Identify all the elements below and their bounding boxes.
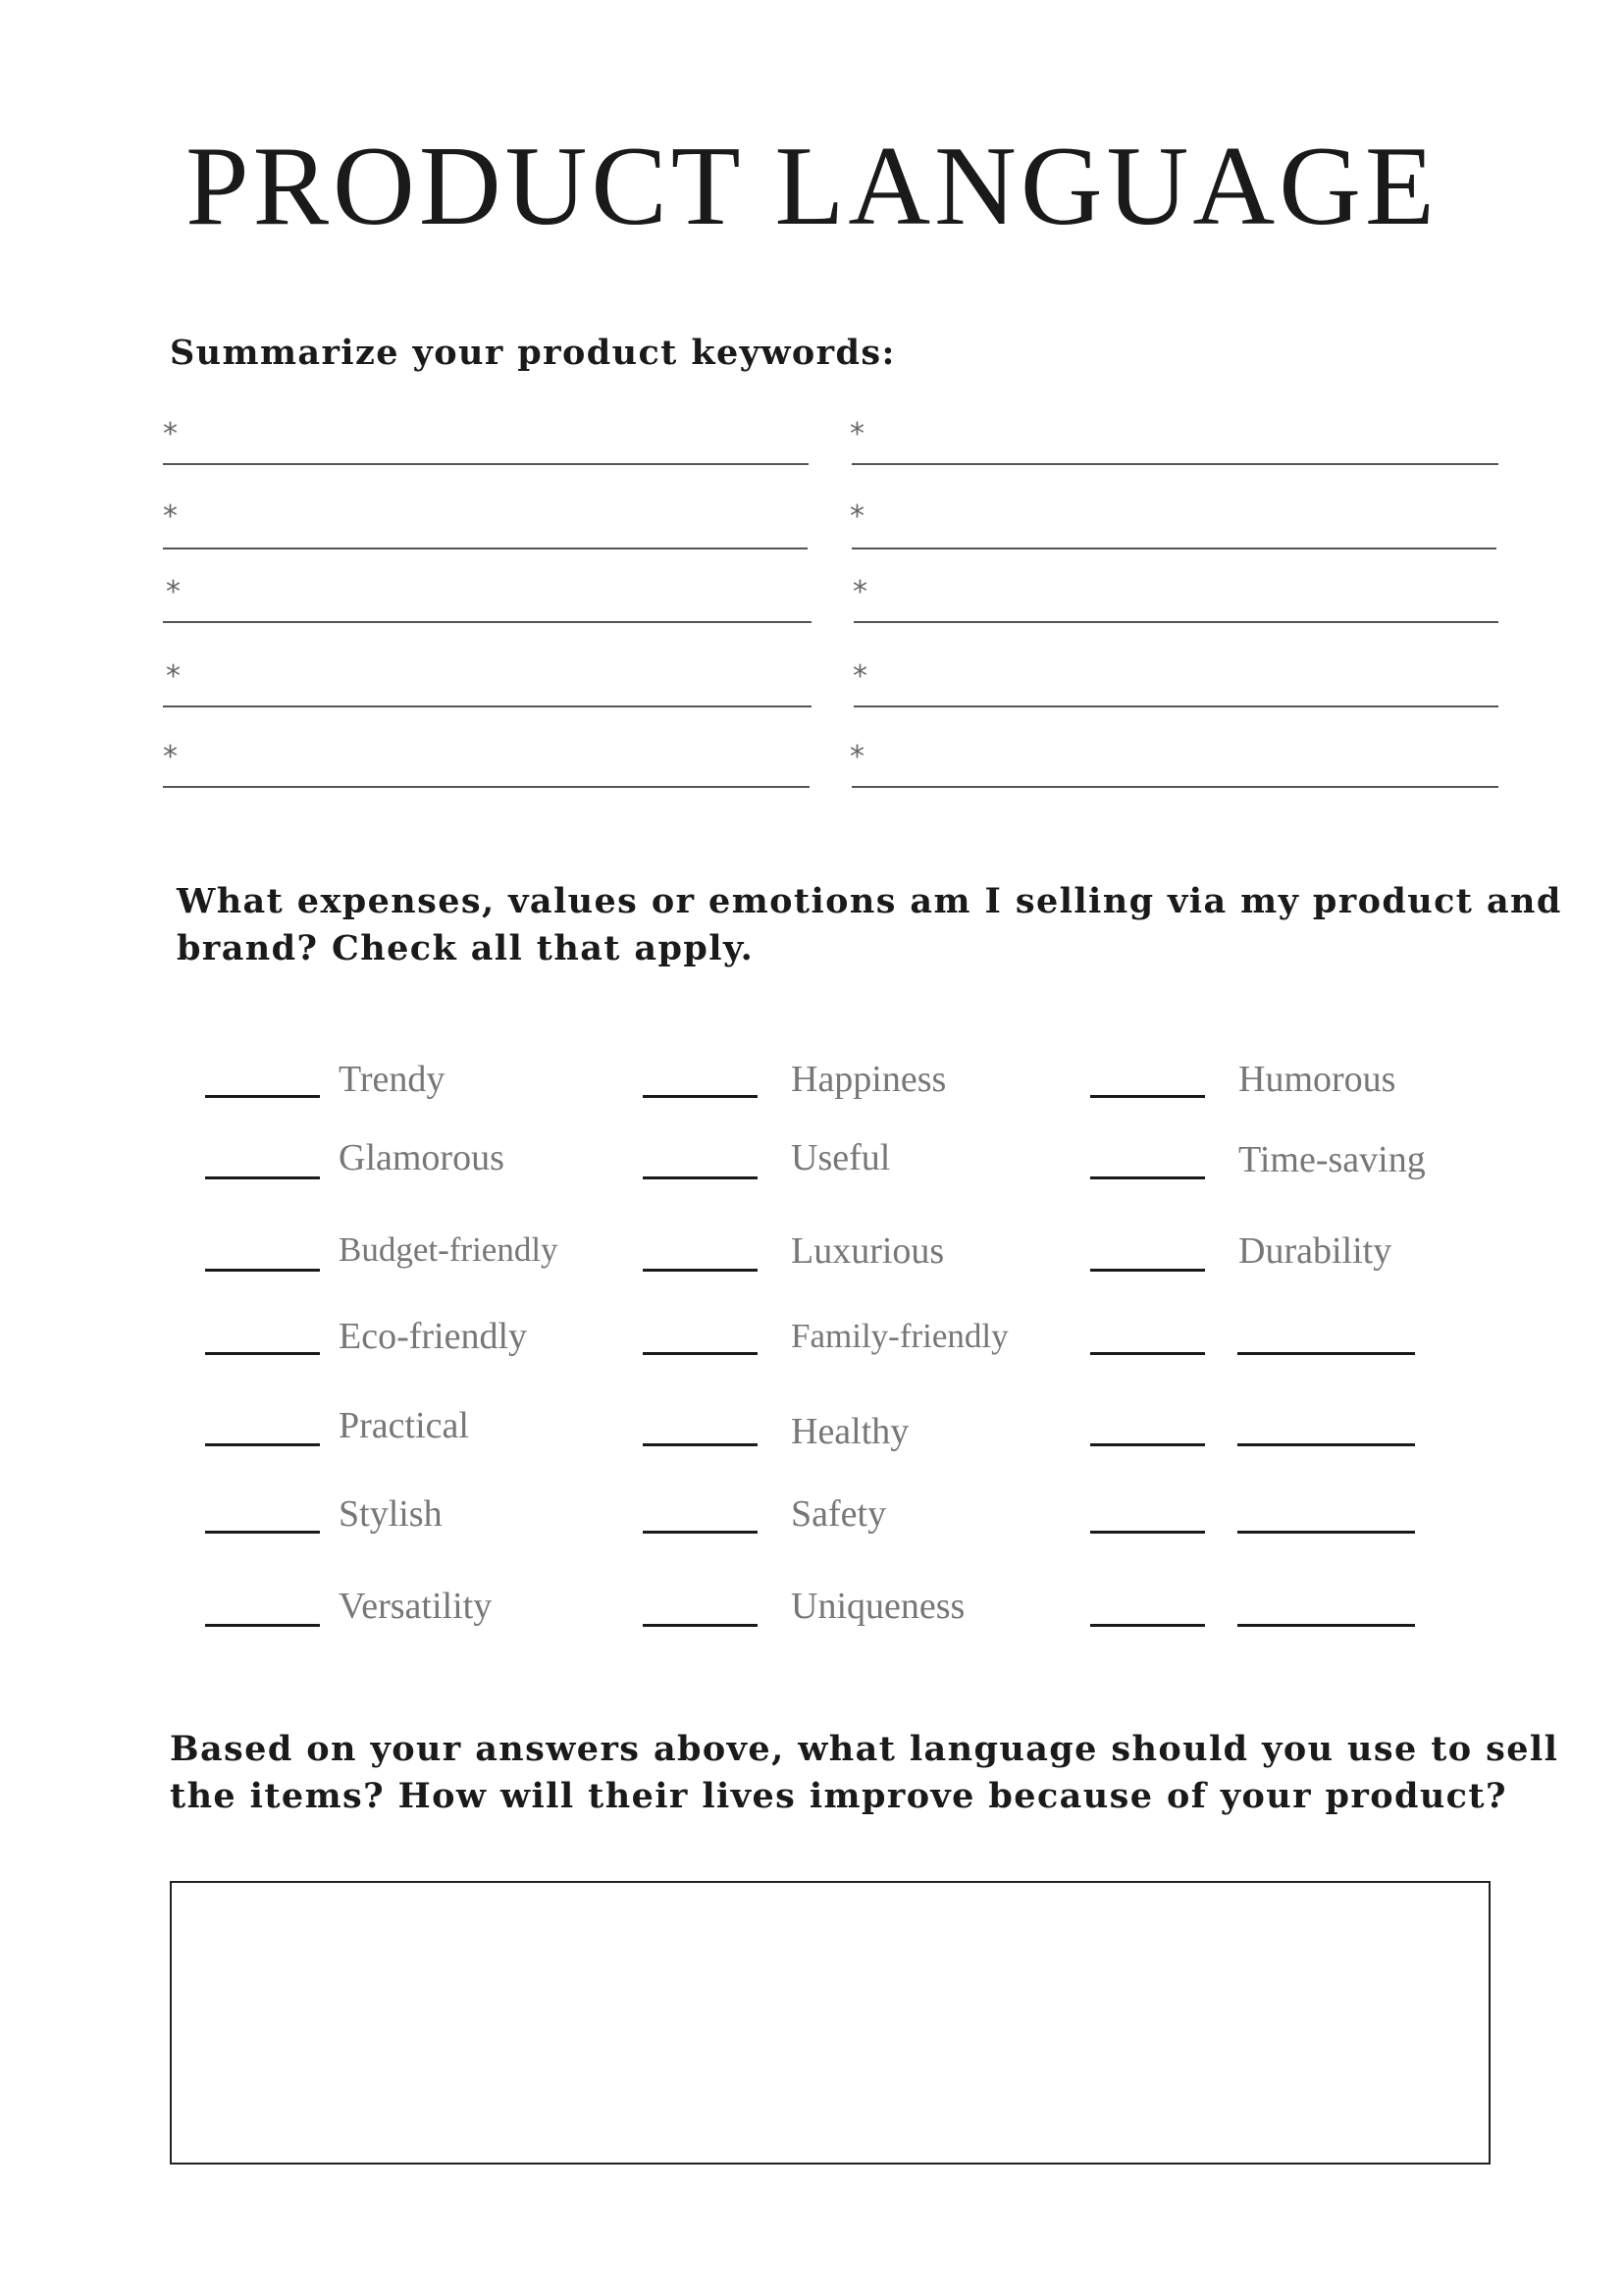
option-label-trendy: Trendy [339, 1059, 445, 1100]
page-title: PRODUCT LANGUAGE [185, 124, 1439, 249]
option-checkbox-line[interactable] [205, 1531, 320, 1534]
keyword-line[interactable] [163, 786, 810, 788]
custom-option-field[interactable] [1237, 1352, 1415, 1355]
option-checkbox-line[interactable] [643, 1624, 758, 1627]
keyword-line[interactable] [163, 705, 812, 707]
option-label-uniqueness: Uniqueness [791, 1586, 966, 1627]
option-label-eco-friendly: Eco-friendly [339, 1316, 528, 1357]
option-checkbox-line[interactable] [205, 1095, 320, 1098]
option-label-humorous: Humorous [1238, 1059, 1396, 1100]
keyword-line[interactable] [163, 463, 809, 465]
keyword-bullet: * [163, 417, 178, 451]
keyword-bullet: * [850, 417, 864, 451]
keywords-heading: Summarize your product keywords: [170, 333, 896, 373]
option-checkbox-line[interactable] [205, 1176, 320, 1179]
language-heading-line2: the items? How will their lives improve because of your product? [170, 1776, 1507, 1816]
custom-option-field[interactable] [1237, 1624, 1415, 1627]
values-heading-line1: What expenses, values or emotions am I selling via my product and [177, 881, 1562, 921]
keyword-bullet: * [850, 499, 864, 534]
option-checkbox-line[interactable] [205, 1352, 320, 1355]
option-checkbox-line[interactable] [643, 1531, 758, 1534]
option-label-happiness: Happiness [791, 1059, 947, 1100]
option-checkbox-line[interactable] [643, 1095, 758, 1098]
option-label-practical: Practical [339, 1405, 469, 1446]
keyword-line[interactable] [852, 463, 1498, 465]
custom-option-field[interactable] [1237, 1531, 1415, 1534]
answer-textarea[interactable] [170, 1881, 1491, 2165]
keyword-line[interactable] [854, 705, 1498, 707]
keyword-bullet: * [166, 659, 181, 694]
option-label-stylish: Stylish [339, 1493, 443, 1535]
option-checkbox-line[interactable] [1090, 1176, 1205, 1179]
option-checkbox-line[interactable] [205, 1269, 320, 1272]
keyword-bullet: * [853, 575, 867, 609]
option-checkbox-line[interactable] [205, 1443, 320, 1446]
keyword-line[interactable] [852, 786, 1498, 788]
keyword-bullet: * [163, 740, 178, 774]
option-checkbox-line[interactable] [643, 1269, 758, 1272]
option-label-time-saving: Time-saving [1238, 1139, 1426, 1180]
keyword-bullet: * [850, 740, 864, 774]
option-label-luxurious: Luxurious [791, 1230, 945, 1272]
keyword-bullet: * [166, 575, 181, 609]
option-label-budget-friendly: Budget-friendly [339, 1230, 558, 1269]
option-checkbox-line[interactable] [205, 1624, 320, 1627]
keyword-bullet: * [163, 499, 178, 534]
option-checkbox-line[interactable] [1090, 1624, 1205, 1627]
option-checkbox-line[interactable] [1090, 1352, 1205, 1355]
language-heading-line1: Based on your answers above, what language should you use to sell [170, 1729, 1559, 1769]
option-checkbox-line[interactable] [643, 1443, 758, 1446]
option-checkbox-line[interactable] [1090, 1443, 1205, 1446]
keyword-line[interactable] [163, 548, 808, 549]
option-label-safety: Safety [791, 1493, 887, 1535]
values-heading-line2: brand? Check all that apply. [177, 928, 755, 968]
option-checkbox-line[interactable] [1090, 1531, 1205, 1534]
custom-option-field[interactable] [1237, 1443, 1415, 1446]
option-checkbox-line[interactable] [643, 1352, 758, 1355]
option-checkbox-line[interactable] [1090, 1269, 1205, 1272]
keyword-line[interactable] [163, 621, 812, 623]
option-checkbox-line[interactable] [643, 1176, 758, 1179]
keyword-bullet: * [853, 659, 867, 694]
option-label-family-friendly: Family-friendly [791, 1317, 1009, 1355]
option-label-glamorous: Glamorous [339, 1137, 504, 1178]
keyword-line[interactable] [852, 548, 1496, 549]
option-label-useful: Useful [791, 1137, 891, 1178]
option-label-healthy: Healthy [791, 1411, 910, 1452]
option-label-durability: Durability [1238, 1230, 1392, 1272]
keyword-line[interactable] [854, 621, 1498, 623]
option-checkbox-line[interactable] [1090, 1095, 1205, 1098]
option-label-versatility: Versatility [339, 1586, 493, 1627]
